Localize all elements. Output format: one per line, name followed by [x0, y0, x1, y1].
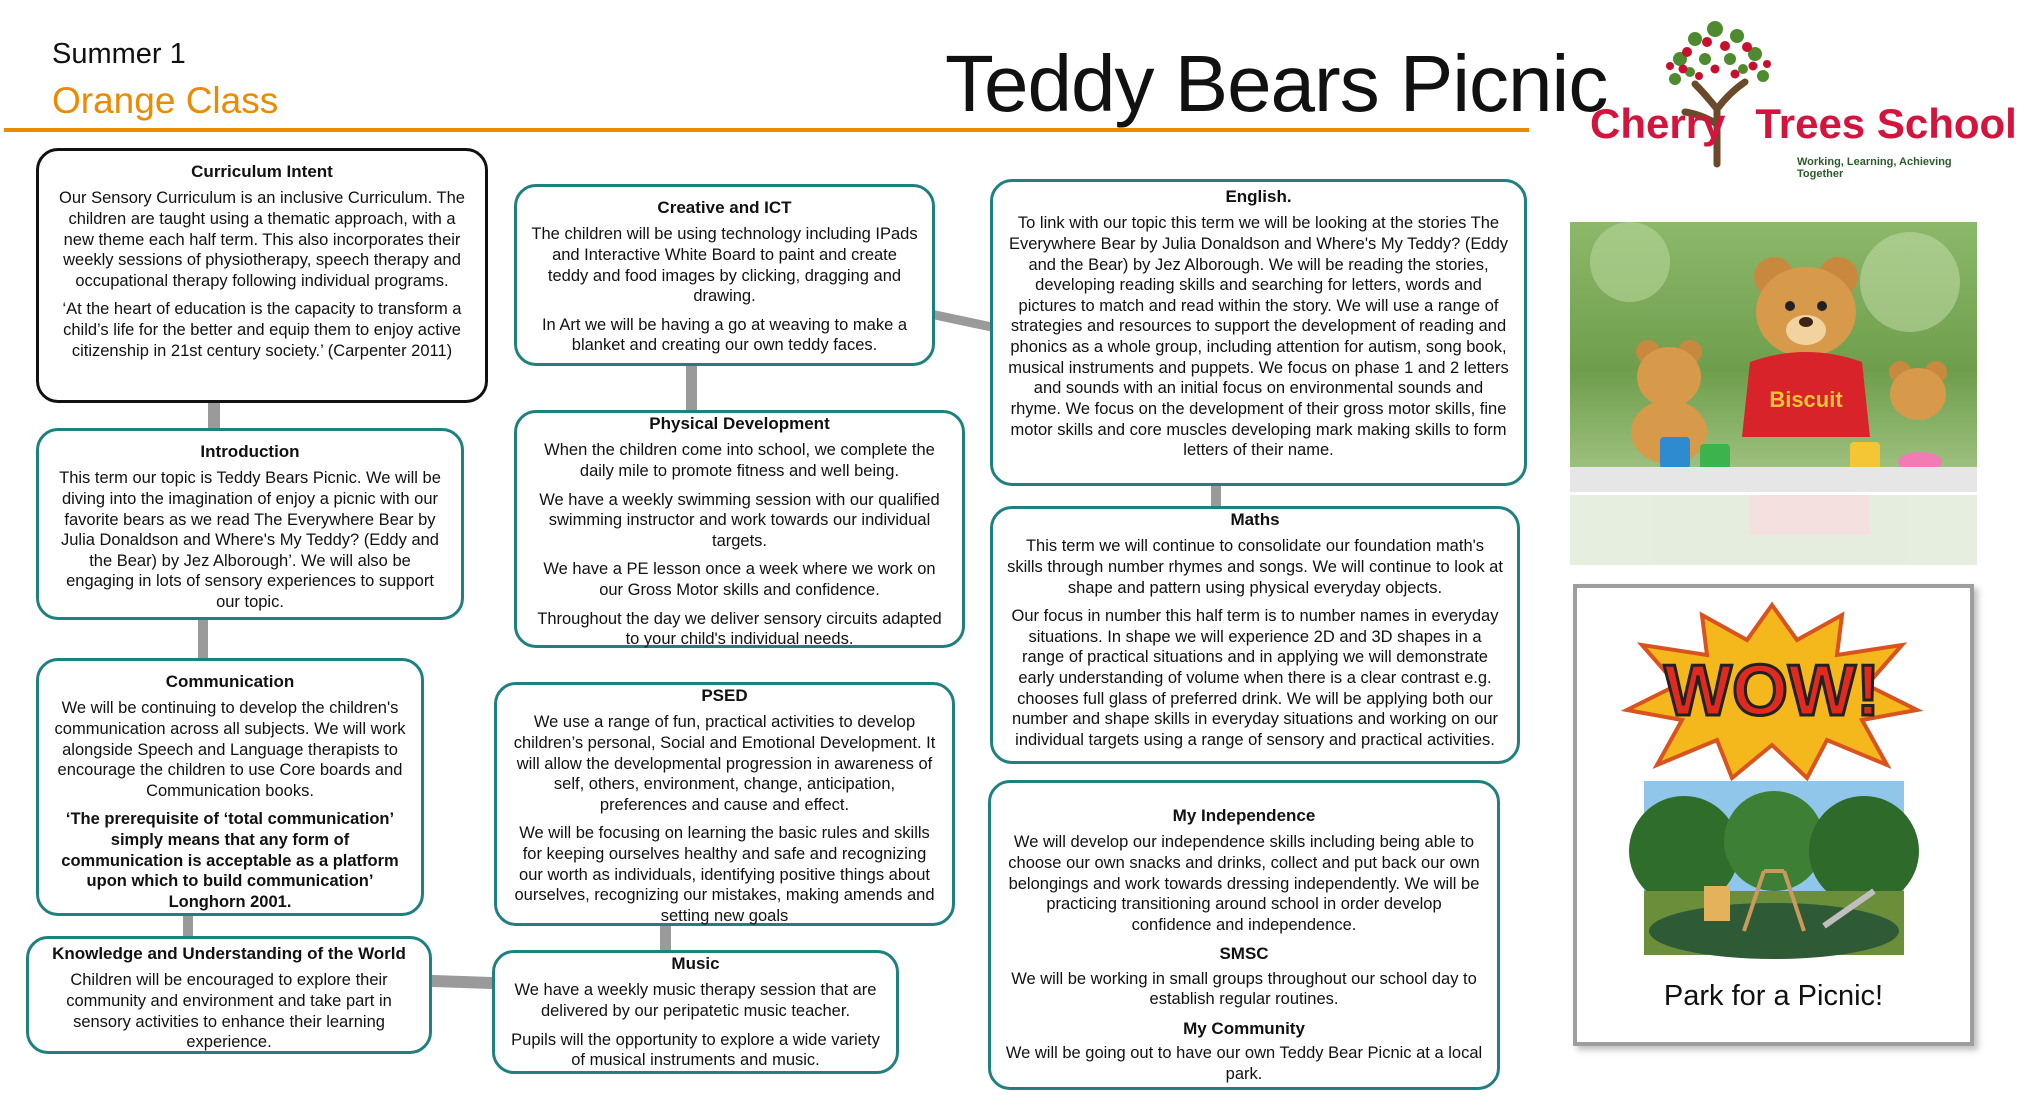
communication-text: We will be continuing to develop the children's communication across all subjects. We will work alongside Speech and Language therapists to encourage the children to use Core boards and Communication books.: [54, 699, 406, 800]
psed-text-2: We will be focusing on learning the basic rules and skills for keeping ourselves healthy and safe and recognizing our worth as individuals, identifying positive things about ourselves, recognizing our mistakes, making amends and setting new goals: [514, 824, 935, 925]
wow-badge-text: WOW!: [1664, 651, 1880, 731]
psed-title: PSED: [701, 686, 748, 705]
curriculum-intent-title: Curriculum Intent: [191, 162, 333, 181]
logo-word-trees-school: Trees School: [1755, 100, 2017, 147]
communication-quote: ‘The prerequisite of ‘total communication’ simply means that any form of communication is acceptable as a platform upon which to build communication’ Longhorn 2001.: [61, 810, 399, 911]
music-text-1: We have a weekly music therapy session that are delivered by our peripatetic music teacher.: [514, 981, 877, 1020]
english-title: English.: [1225, 187, 1292, 206]
connector-line: [183, 915, 193, 937]
physical-development-box: [514, 410, 965, 648]
connector-line: [208, 400, 220, 430]
maths-title: Maths: [1230, 510, 1280, 529]
logo-word-cherry: Cherry: [1590, 100, 1726, 147]
maths-box: [990, 506, 1520, 764]
connector-line: [198, 618, 208, 660]
connector-line: [430, 975, 495, 989]
header-divider: [4, 128, 1529, 132]
creative-ict-text: The children will be using technology including IPads and Interactive White Board to paint and create teddy and food images by clicking, dragging and drawing.: [531, 225, 918, 306]
svg-text:Biscuit: Biscuit: [1769, 387, 1843, 412]
page-title: Teddy Bears Picnic: [945, 39, 1608, 128]
english-text: To link with our topic this term we will be looking at the stories The Everywhere Bear by Julia Donaldson and Where's My Teddy? (Eddy and the Bear) by Jez Alborough. We will be reading the stories, developing reading skills and searching for letters, words and pictures to match and read within the story. We will use a range of strategies and resources to support the development of reading and phonics as a whole group, including attention for autism, song book, musical instruments and puppets. We focus on phase 1 and 2 letters and sounds with an initial focus on environmental sounds and rhyme. We focus on the development of their gross motor skills, fine motor skills and core muscles developing mark making skills to form letters of their name.: [1008, 214, 1509, 460]
physical-development-text-4: Throughout the day we deliver sensory circuits adapted to your child's individual needs.: [537, 609, 942, 649]
physical-development-text-3: We have a PE lesson once a week where we work on our Gross Motor skills and confidence.: [543, 560, 936, 599]
term-label: Summer 1: [52, 38, 186, 70]
physical-development-text-2: We have a weekly swimming session with our qualified swimming instructor and work towards our individual targets.: [539, 490, 940, 550]
maths-text-2: Our focus in number this half term is to number names in everyday situations. In shape we will experience 2D and 3D shapes in a range of practical situations and in applying we will demonstrate early understanding of volume when there is a clear contrast e.g. chooses full glass of preferred drink. We will be applying both our number and shape skills in everyday situations and working on our individual targets using a range of sensory and practical activities.: [1011, 607, 1499, 749]
psed-box: [494, 682, 955, 926]
logo-tagline: Working, Learning, Achieving Together: [1797, 156, 1952, 180]
creative-ict-title: Creative and ICT: [657, 198, 792, 217]
independence-title: My Independence: [1172, 806, 1316, 825]
independence-text: We will develop our independence skills including being able to choose our own snacks and drinks, collect and put back our own belongings and work towards dressing independently. We will be practicing transitioning around school in order develop confidence and independence.: [1008, 833, 1480, 934]
community-text: We will be going out to have our own Teddy Bear Picnic at a local park.: [1005, 1044, 1483, 1083]
connector-line: [660, 925, 671, 953]
connector-line: [930, 310, 993, 332]
introduction-text: This term our topic is Teddy Bears Picnic. We will be diving into the imagination of enjoy a picnic with our favorite bears as we read The Everywhere Bear by Julia Donaldson and Where's My Teddy? (Eddy and the Bear) by Jez Alborough’. We will also be engaging in lots of sensory experiences to support our topic.: [59, 469, 441, 611]
creative-ict-box: [514, 184, 935, 366]
knowledge-world-box: [26, 936, 432, 1054]
introduction-title: Introduction: [200, 442, 300, 461]
park-photo: [1644, 781, 1904, 955]
creative-ict-art-text: In Art we will be having a go at weaving to make a blanket and creating our own teddy faces.: [541, 315, 908, 355]
curriculum-intent-box: [36, 148, 488, 403]
psed-text-1: We use a range of fun, practical activities to develop children’s personal, Social and Emotional Development. It will allow the developmental progression in awareness of self, others, environment, change, anticipation, preferences and cause and effect.: [513, 713, 936, 814]
curriculum-intent-quote: ‘At the heart of education is the capacity to transform a child’s life for the better and equip them to enjoy active citizenship in 21st century society.’ (Carpenter 2011): [62, 300, 462, 360]
knowledge-world-text: Children will be encouraged to explore their community and environment and take part in sensory activities to enhance their learning experience.: [66, 971, 392, 1052]
park-caption: Park for a Picnic!: [1663, 980, 1884, 1012]
communication-box: [36, 658, 424, 916]
maths-text-1: This term we will continue to consolidate our foundation math's skills through number rhymes and songs. We will continue to look at shape and pattern using physical everyday objects.: [1007, 537, 1503, 597]
connector-line: [686, 364, 697, 412]
music-title: Music: [671, 954, 720, 973]
teddy-photo-reflection: [1570, 495, 1977, 565]
smsc-title: SMSC: [1219, 944, 1269, 964]
english-box: [990, 179, 1527, 486]
school-logo-text: [1590, 100, 2017, 148]
teddy-bears-photo: [1570, 222, 1977, 492]
physical-development-text-1: When the children come into school, we complete the daily mile to promote fitness and well being.: [544, 441, 935, 480]
independence-box: [988, 780, 1500, 1090]
smsc-text: We will be working in small groups throughout our school day to establish regular routines.: [1011, 969, 1477, 1009]
physical-development-title: Physical Development: [649, 414, 830, 433]
community-title: My Community: [1183, 1018, 1305, 1038]
wow-starburst-icon: [1622, 600, 1922, 780]
curriculum-intent-text: Our Sensory Curriculum is an inclusive Curriculum. The children are taught using a thematic approach, with a new theme each half term. This also incorporates their weekly sessions of physiotherapy, speech therapy and occupational therapy following individual programs.: [59, 189, 465, 290]
knowledge-world-title: Knowledge and Understanding of the World: [52, 944, 406, 963]
communication-title: Communication: [165, 672, 295, 691]
class-name: Orange Class: [52, 80, 279, 121]
music-text-2: Pupils will the opportunity to explore a wide variety of musical instruments and music.: [511, 1030, 880, 1070]
introduction-box: [36, 428, 464, 620]
music-box: [492, 950, 899, 1074]
